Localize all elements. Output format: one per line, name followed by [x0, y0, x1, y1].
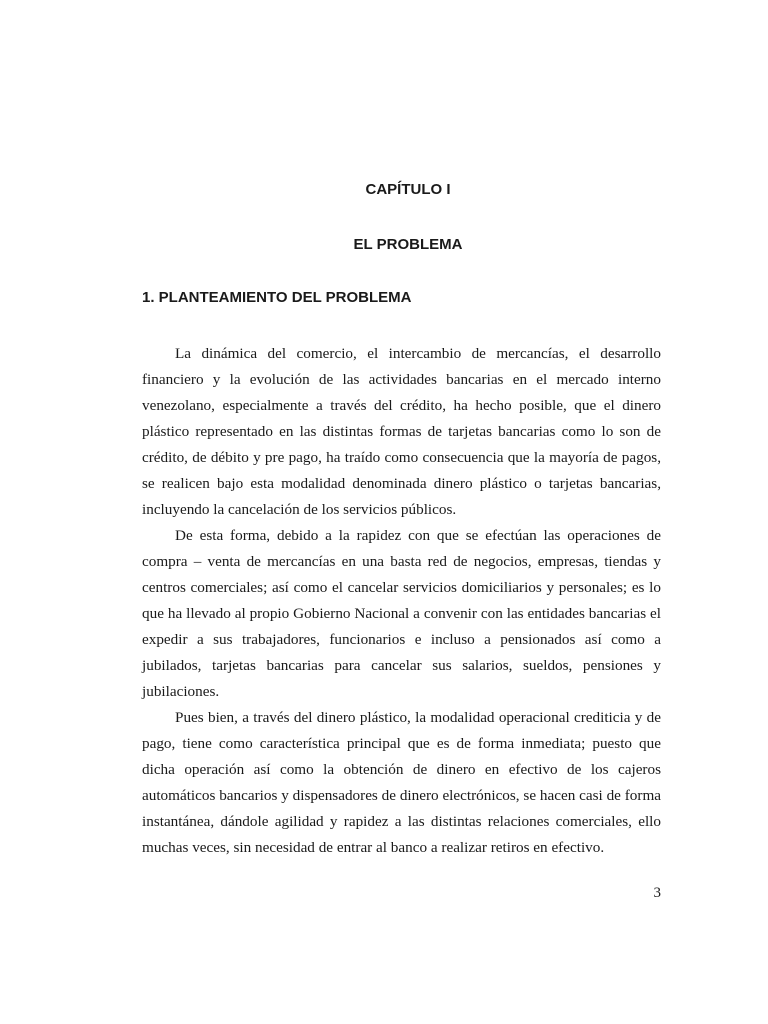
paragraph-3: Pues bien, a través del dinero plástico, la modalidad operacional crediticia y de pago, tiene como característica principal que es de forma inmediata; puesto que dicha operación así como la obtención de dinero en efectivo de los cajeros automáticos bancarios y dispensadores de dinero electrónicos, se hacen casi de forma instantánea, dándole agilidad y rapidez a las distintas relaciones comerciales, ello muchas veces, sin necesidad de entrar al banco a realizar retiros en efectivo. [142, 709, 661, 856]
page-number: 3 [653, 885, 661, 901]
chapter-heading: CAPÍTULO I [365, 181, 451, 198]
body-text [142, 341, 661, 861]
section-heading: 1. PLANTEAMIENTO DEL PROBLEMA [142, 289, 412, 306]
chapter-title: EL PROBLEMA [353, 236, 463, 253]
paragraph-1: La dinámica del comercio, el intercambio de mercancías, el desarrollo financiero y la evolución de las actividades bancarias en el mercado interno venezolano, especialmente a través del crédito, ha hecho posible, que el dinero plástico representado en las distintas formas de tarjetas bancarias como lo son de crédito, de débito y pre pago, ha traído como consecuencia que la mayoría de pagos, se realicen bajo esta modalidad denominada dinero plástico o tarjetas bancarias, incluyendo la cancelación de los servicios públicos. [142, 345, 661, 518]
paragraph-2: De esta forma, debido a la rapidez con que se efectúan las operaciones de compra – venta de mercancías en una basta red de negocios, empresas, tiendas y centros comerciales; así como el cancelar servicios domiciliarios y personales; es lo que ha llevado al propio Gobierno Nacional a convenir con las entidades bancarias el expedir a sus trabajadores, funcionarios e incluso a pensionados así como a jubilados, tarjetas bancarias para cancelar sus salarios, sueldos, pensiones y jubilaciones. [142, 527, 661, 700]
